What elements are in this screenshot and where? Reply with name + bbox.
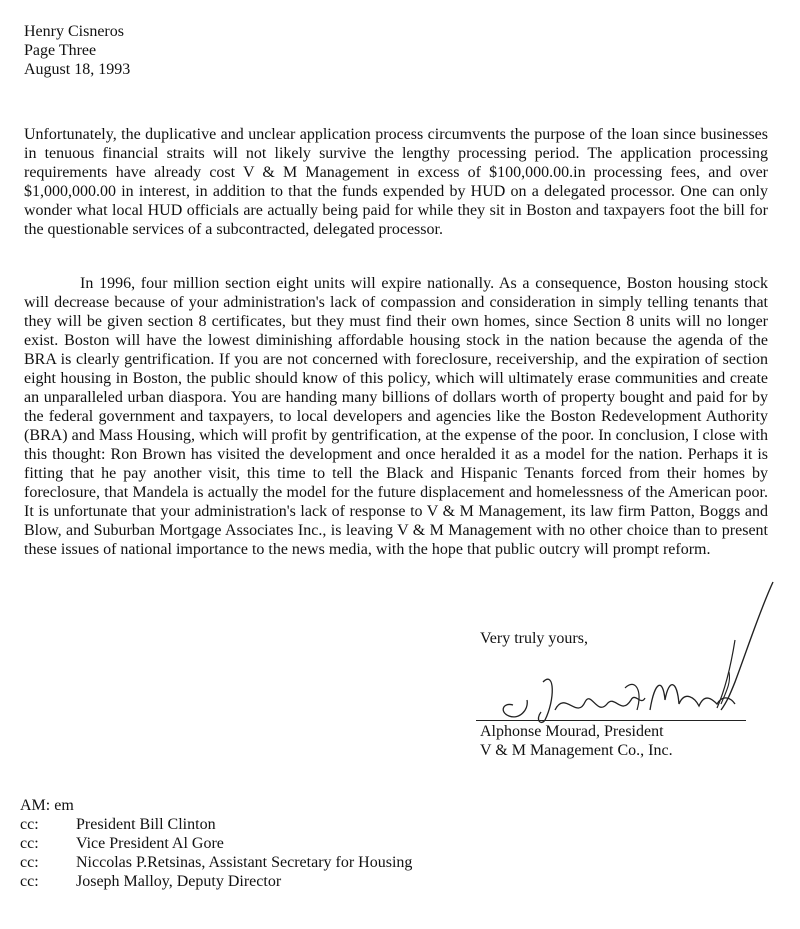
signature-line [476, 720, 746, 721]
cc-name: Niccolas P.Retsinas, Assistant Secretary for Housing [76, 854, 413, 871]
body-paragraph-1: Unfortunately, the duplicative and unclear application process circumvents the purpose of the loan since businesses in tenuous financial straits will not likely survive the lengthy processing period. The application processing requirements have already cost V & M Management in excess of $100,000.00.in processing fees, and over $1,000,000.00 in interest, in addition to that the funds expended by HUD on a delegated processor. One can only wonder what local HUD officials are actually being paid for while they sit in Boston and taxpayers foot the bill for the questionable services of a subcontracted, delegated processor. [24, 126, 768, 238]
cc-name: Vice President Al Gore [76, 835, 224, 852]
cc-row [20, 853, 412, 872]
cc-name: Joseph Malloy, Deputy Director [76, 873, 282, 890]
page-number: Page Three [24, 42, 97, 59]
valediction: Very truly yours, [480, 630, 588, 647]
cc-label: cc: [20, 816, 39, 833]
recipient-name: Henry Cisneros [24, 23, 124, 40]
cc-label: cc: [20, 854, 39, 871]
signer-name-title: Alphonse Mourad, President [480, 723, 664, 740]
signer-company: V & M Management Co., Inc. [480, 742, 673, 759]
typist-initials: AM: em [20, 797, 74, 814]
cc-list [20, 815, 412, 891]
cc-label: cc: [20, 873, 39, 890]
letter-header [24, 22, 130, 79]
cc-row [20, 834, 412, 853]
cc-row [20, 872, 412, 891]
cc-label: cc: [20, 835, 39, 852]
letter-date: August 18, 1993 [24, 61, 131, 78]
cc-name: President Bill Clinton [76, 816, 216, 833]
body-paragraph-2: In 1996, four million section eight units will expire nationally. As a consequence, Boston housing stock will decrease because of your administration's lack of compassion and consideration in simply telling tenants that they will be given section 8 certificates, but they must find their own homes, since Section 8 units will no longer exist. Boston will have the lowest diminishing affordable housing stock in the nation because the agenda of the BRA is clearly gentrification. If you are not concerned with foreclosure, receivership, and the expiration of section eight housing in Boston, the public should know of this policy, which will ultimately erase communities and create an unparalleled urban diaspora. You are handing many billions of dollars worth of property bought and paid for by the federal government and taxpayers, to local developers and agencies like the Boston Redevelopment Authority (BRA) and Mass Housing, which will profit by gentrification, at the expense of the poor. In conclusion, I close with this thought: Ron Brown has visited the development and once heralded it as a model for the nation. Perhaps it is fitting that he pay another visit, this time to tell the Black and Hispanic Tenants forced from their homes by foreclosure, that Mandela is actually the model for the future displacement and homelessness of the American poor. It is unfortunate that your administration's lack of response to V & M Management, its law firm Patton, Boggs and Blow, and Suburban Mortgage Associates Inc., is leaving V & M Management with no other choice than to present these issues of national importance to the news media, with the hope that public outcry will prompt reform. [24, 275, 768, 558]
cc-row [20, 815, 412, 834]
signature-image [485, 570, 785, 730]
signer-block [480, 722, 673, 760]
